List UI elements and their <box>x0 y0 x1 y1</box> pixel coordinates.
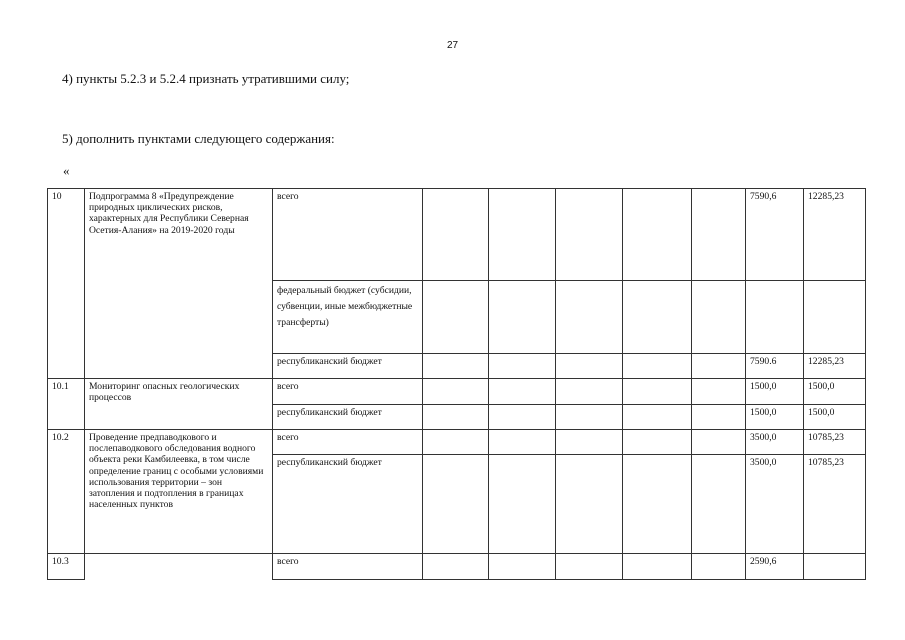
program-name: Проведение предпаводкового и послепаводкового обследования водного объекта реки Камбилеевка, в том числе определение границ с особыми условиями использования территории – зон затопления и подтопления в границах населенных пунктов <box>85 430 273 554</box>
value-cell: 12285,23 <box>804 354 866 379</box>
funding-source: республиканский бюджет <box>273 455 423 554</box>
value-cell: 2590,6 <box>746 554 804 580</box>
table-row <box>48 189 866 281</box>
row-number: 10.3 <box>48 554 85 580</box>
value-cell: 1500,0 <box>746 379 804 405</box>
funding-source: всего <box>273 379 423 405</box>
value-cell: 7590.6 <box>746 354 804 379</box>
opening-quote: « <box>63 163 70 178</box>
value-cell: 3500,0 <box>746 455 804 554</box>
funding-source: республиканский бюджет <box>273 405 423 430</box>
value-cell: 10785,23 <box>804 430 866 455</box>
row-number: 10.2 <box>48 430 85 554</box>
budget-table <box>47 188 866 580</box>
funding-source: всего <box>273 554 423 580</box>
funding-source: всего <box>273 189 423 281</box>
value-cell: 1500,0 <box>746 405 804 430</box>
value-cell: 1500,0 <box>804 379 866 405</box>
value-cell: 12285,23 <box>804 189 866 281</box>
row-number: 10.1 <box>48 379 85 430</box>
table-row <box>48 379 866 405</box>
funding-source: всего <box>273 430 423 455</box>
value-cell: 7590,6 <box>746 189 804 281</box>
value-cell: 1500,0 <box>804 405 866 430</box>
row-number: 10 <box>48 189 85 379</box>
table-row <box>48 430 866 455</box>
paragraph-5: 5) дополнить пунктами следующего содержания: <box>62 131 335 146</box>
table-row <box>48 554 866 580</box>
paragraph-4: 4) пункты 5.2.3 и 5.2.4 признать утратившими силу; <box>62 71 350 86</box>
value-cell: 10785,23 <box>804 455 866 554</box>
value-cell: 3500,0 <box>746 430 804 455</box>
page-number: 27 <box>446 40 459 51</box>
funding-source: республиканский бюджет <box>273 354 423 379</box>
program-name: Мониторинг опасных геологических процессов <box>85 379 273 430</box>
funding-source: федеральный бюджет (субсидии, субвенции, иные межбюджетные трансферты) <box>273 281 423 354</box>
program-name: Подпрограмма 8 «Предупреждение природных циклических рисков, характерных для Республики Северная Осетия-Алания» на 2019-2020 годы <box>85 189 273 379</box>
